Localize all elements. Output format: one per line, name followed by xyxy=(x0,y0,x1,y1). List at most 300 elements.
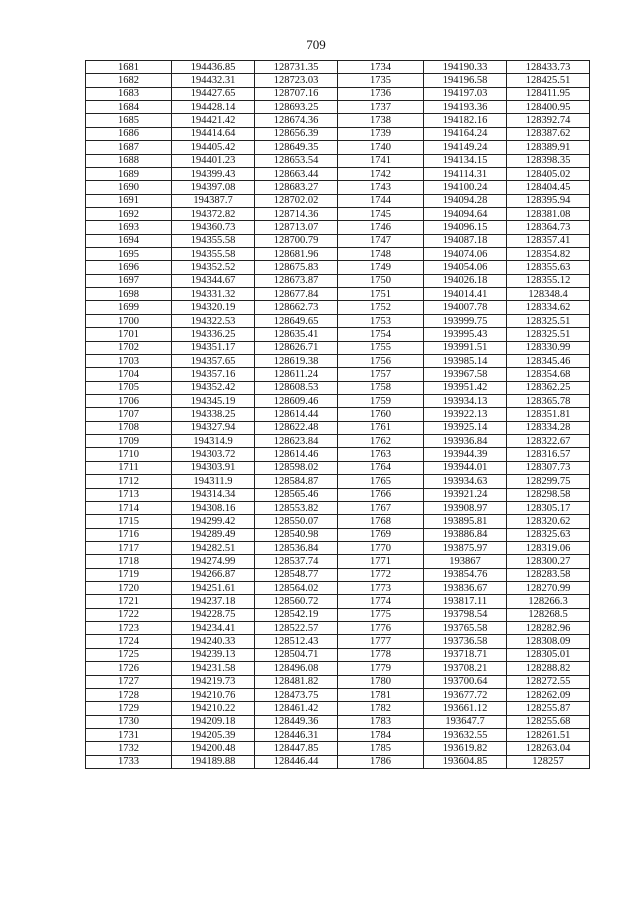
y-coordinate-cell: 128320.62 xyxy=(507,515,590,528)
x-coordinate-cell: 194239.13 xyxy=(172,648,255,661)
table-row xyxy=(86,568,590,581)
point-number-cell: 1777 xyxy=(338,635,424,648)
x-coordinate-cell: 193925.14 xyxy=(424,421,507,434)
x-coordinate-cell: 193995.43 xyxy=(424,328,507,341)
y-coordinate-cell: 128272.55 xyxy=(507,675,590,688)
x-coordinate-cell: 193922.13 xyxy=(424,408,507,421)
table-row xyxy=(86,181,590,194)
y-coordinate-cell: 128522.57 xyxy=(255,622,338,635)
point-number-cell: 1771 xyxy=(338,555,424,568)
table-row xyxy=(86,675,590,688)
x-coordinate-cell: 194387.7 xyxy=(172,194,255,207)
x-coordinate-cell: 193991.51 xyxy=(424,341,507,354)
point-number-cell: 1718 xyxy=(86,555,172,568)
point-number-cell: 1753 xyxy=(338,314,424,327)
point-number-cell: 1717 xyxy=(86,541,172,554)
y-coordinate-cell: 128681.96 xyxy=(255,248,338,261)
x-coordinate-cell: 194352.42 xyxy=(172,381,255,394)
x-coordinate-cell: 194299.42 xyxy=(172,515,255,528)
table-row xyxy=(86,341,590,354)
point-number-cell: 1692 xyxy=(86,207,172,220)
point-number-cell: 1701 xyxy=(86,328,172,341)
table-row xyxy=(86,154,590,167)
table-row xyxy=(86,555,590,568)
y-coordinate-cell: 128257 xyxy=(507,755,590,768)
y-coordinate-cell: 128662.73 xyxy=(255,301,338,314)
y-coordinate-cell: 128395.94 xyxy=(507,194,590,207)
x-coordinate-cell: 194427.65 xyxy=(172,87,255,100)
y-coordinate-cell: 128425.51 xyxy=(507,74,590,87)
point-number-cell: 1752 xyxy=(338,301,424,314)
x-coordinate-cell: 194007.78 xyxy=(424,301,507,314)
y-coordinate-cell: 128400.95 xyxy=(507,101,590,114)
point-number-cell: 1687 xyxy=(86,141,172,154)
x-coordinate-cell: 194289.49 xyxy=(172,528,255,541)
point-number-cell: 1769 xyxy=(338,528,424,541)
y-coordinate-cell: 128261.51 xyxy=(507,728,590,741)
x-coordinate-cell: 194338.25 xyxy=(172,408,255,421)
y-coordinate-cell: 128614.44 xyxy=(255,408,338,421)
y-coordinate-cell: 128268.5 xyxy=(507,608,590,621)
point-number-cell: 1695 xyxy=(86,248,172,261)
point-number-cell: 1761 xyxy=(338,421,424,434)
y-coordinate-cell: 128255.68 xyxy=(507,715,590,728)
x-coordinate-cell: 194096.15 xyxy=(424,221,507,234)
y-coordinate-cell: 128653.54 xyxy=(255,154,338,167)
y-coordinate-cell: 128354.82 xyxy=(507,248,590,261)
y-coordinate-cell: 128357.41 xyxy=(507,234,590,247)
x-coordinate-cell: 194219.73 xyxy=(172,675,255,688)
x-coordinate-cell: 194234.41 xyxy=(172,622,255,635)
y-coordinate-cell: 128282.96 xyxy=(507,622,590,635)
y-coordinate-cell: 128614.46 xyxy=(255,448,338,461)
y-coordinate-cell: 128473.75 xyxy=(255,688,338,701)
y-coordinate-cell: 128283.58 xyxy=(507,568,590,581)
point-number-cell: 1742 xyxy=(338,167,424,180)
point-number-cell: 1774 xyxy=(338,595,424,608)
x-coordinate-cell: 194355.58 xyxy=(172,248,255,261)
point-number-cell: 1697 xyxy=(86,274,172,287)
coordinates-table xyxy=(85,60,590,769)
y-coordinate-cell: 128330.99 xyxy=(507,341,590,354)
x-coordinate-cell: 194197.03 xyxy=(424,87,507,100)
point-number-cell: 1741 xyxy=(338,154,424,167)
point-number-cell: 1763 xyxy=(338,448,424,461)
y-coordinate-cell: 128334.28 xyxy=(507,421,590,434)
point-number-cell: 1705 xyxy=(86,381,172,394)
x-coordinate-cell: 193934.13 xyxy=(424,394,507,407)
table-row xyxy=(86,461,590,474)
y-coordinate-cell: 128355.63 xyxy=(507,261,590,274)
table-row xyxy=(86,475,590,488)
table-row xyxy=(86,622,590,635)
point-number-cell: 1778 xyxy=(338,648,424,661)
x-coordinate-cell: 193985.14 xyxy=(424,354,507,367)
x-coordinate-cell: 193951.42 xyxy=(424,381,507,394)
point-number-cell: 1734 xyxy=(338,61,424,74)
table-row xyxy=(86,501,590,514)
point-number-cell: 1704 xyxy=(86,368,172,381)
y-coordinate-cell: 128316.57 xyxy=(507,448,590,461)
y-coordinate-cell: 128622.48 xyxy=(255,421,338,434)
point-number-cell: 1683 xyxy=(86,87,172,100)
point-number-cell: 1783 xyxy=(338,715,424,728)
y-coordinate-cell: 128288.82 xyxy=(507,662,590,675)
y-coordinate-cell: 128392.74 xyxy=(507,114,590,127)
table-row xyxy=(86,74,590,87)
point-number-cell: 1713 xyxy=(86,488,172,501)
y-coordinate-cell: 128319.06 xyxy=(507,541,590,554)
table-row xyxy=(86,408,590,421)
table-row xyxy=(86,301,590,314)
x-coordinate-cell: 194134.15 xyxy=(424,154,507,167)
x-coordinate-cell: 194314.9 xyxy=(172,435,255,448)
x-coordinate-cell: 194414.64 xyxy=(172,127,255,140)
point-number-cell: 1707 xyxy=(86,408,172,421)
y-coordinate-cell: 128307.73 xyxy=(507,461,590,474)
x-coordinate-cell: 194331.32 xyxy=(172,288,255,301)
point-number-cell: 1706 xyxy=(86,394,172,407)
point-number-cell: 1744 xyxy=(338,194,424,207)
y-coordinate-cell: 128411.95 xyxy=(507,87,590,100)
x-coordinate-cell: 194074.06 xyxy=(424,248,507,261)
point-number-cell: 1745 xyxy=(338,207,424,220)
point-number-cell: 1779 xyxy=(338,662,424,675)
y-coordinate-cell: 128263.04 xyxy=(507,742,590,755)
point-number-cell: 1768 xyxy=(338,515,424,528)
y-coordinate-cell: 128723.03 xyxy=(255,74,338,87)
x-coordinate-cell: 194237.18 xyxy=(172,595,255,608)
x-coordinate-cell: 193619.82 xyxy=(424,742,507,755)
y-coordinate-cell: 128608.53 xyxy=(255,381,338,394)
y-coordinate-cell: 128675.83 xyxy=(255,261,338,274)
x-coordinate-cell: 193895.81 xyxy=(424,515,507,528)
x-coordinate-cell: 193999.75 xyxy=(424,314,507,327)
y-coordinate-cell: 128364.73 xyxy=(507,221,590,234)
y-coordinate-cell: 128270.99 xyxy=(507,582,590,595)
table-row xyxy=(86,167,590,180)
y-coordinate-cell: 128609.46 xyxy=(255,394,338,407)
point-number-cell: 1703 xyxy=(86,354,172,367)
table-row xyxy=(86,368,590,381)
x-coordinate-cell: 193867 xyxy=(424,555,507,568)
y-coordinate-cell: 128398.35 xyxy=(507,154,590,167)
x-coordinate-cell: 194164.24 xyxy=(424,127,507,140)
point-number-cell: 1731 xyxy=(86,728,172,741)
point-number-cell: 1756 xyxy=(338,354,424,367)
x-coordinate-cell: 194209.18 xyxy=(172,715,255,728)
table-row xyxy=(86,261,590,274)
x-coordinate-cell: 193708.21 xyxy=(424,662,507,675)
point-number-cell: 1699 xyxy=(86,301,172,314)
point-number-cell: 1720 xyxy=(86,582,172,595)
table-row xyxy=(86,381,590,394)
x-coordinate-cell: 194100.24 xyxy=(424,181,507,194)
x-coordinate-cell: 194314.34 xyxy=(172,488,255,501)
point-number-cell: 1735 xyxy=(338,74,424,87)
point-number-cell: 1700 xyxy=(86,314,172,327)
x-coordinate-cell: 194196.58 xyxy=(424,74,507,87)
y-coordinate-cell: 128322.67 xyxy=(507,435,590,448)
x-coordinate-cell: 193632.55 xyxy=(424,728,507,741)
point-number-cell: 1772 xyxy=(338,568,424,581)
point-number-cell: 1765 xyxy=(338,475,424,488)
table-row xyxy=(86,688,590,701)
point-number-cell: 1757 xyxy=(338,368,424,381)
table-row xyxy=(86,728,590,741)
point-number-cell: 1727 xyxy=(86,675,172,688)
x-coordinate-cell: 194320.19 xyxy=(172,301,255,314)
y-coordinate-cell: 128611.24 xyxy=(255,368,338,381)
y-coordinate-cell: 128564.02 xyxy=(255,582,338,595)
y-coordinate-cell: 128305.17 xyxy=(507,501,590,514)
page-number: 709 xyxy=(306,37,326,52)
point-number-cell: 1712 xyxy=(86,475,172,488)
point-number-cell: 1780 xyxy=(338,675,424,688)
point-number-cell: 1684 xyxy=(86,101,172,114)
y-coordinate-cell: 128334.62 xyxy=(507,301,590,314)
point-number-cell: 1721 xyxy=(86,595,172,608)
point-number-cell: 1711 xyxy=(86,461,172,474)
y-coordinate-cell: 128540.98 xyxy=(255,528,338,541)
y-coordinate-cell: 128504.71 xyxy=(255,648,338,661)
x-coordinate-cell: 194282.51 xyxy=(172,541,255,554)
point-number-cell: 1730 xyxy=(86,715,172,728)
x-coordinate-cell: 194432.31 xyxy=(172,74,255,87)
x-coordinate-cell: 194193.36 xyxy=(424,101,507,114)
table-row xyxy=(86,207,590,220)
x-coordinate-cell: 193944.39 xyxy=(424,448,507,461)
x-coordinate-cell: 193765.58 xyxy=(424,622,507,635)
x-coordinate-cell: 193677.72 xyxy=(424,688,507,701)
y-coordinate-cell: 128707.16 xyxy=(255,87,338,100)
point-number-cell: 1762 xyxy=(338,435,424,448)
x-coordinate-cell: 193604.85 xyxy=(424,755,507,768)
y-coordinate-cell: 128298.58 xyxy=(507,488,590,501)
table-row xyxy=(86,194,590,207)
point-number-cell: 1686 xyxy=(86,127,172,140)
point-number-cell: 1725 xyxy=(86,648,172,661)
table-row xyxy=(86,61,590,74)
point-number-cell: 1759 xyxy=(338,394,424,407)
x-coordinate-cell: 193886.84 xyxy=(424,528,507,541)
table-row xyxy=(86,101,590,114)
table-row xyxy=(86,582,590,595)
x-coordinate-cell: 194401.23 xyxy=(172,154,255,167)
x-coordinate-cell: 193661.12 xyxy=(424,702,507,715)
point-number-cell: 1714 xyxy=(86,501,172,514)
y-coordinate-cell: 128693.25 xyxy=(255,101,338,114)
y-coordinate-cell: 128677.84 xyxy=(255,288,338,301)
y-coordinate-cell: 128325.63 xyxy=(507,528,590,541)
point-number-cell: 1736 xyxy=(338,87,424,100)
y-coordinate-cell: 128663.44 xyxy=(255,167,338,180)
y-coordinate-cell: 128404.45 xyxy=(507,181,590,194)
table-row xyxy=(86,528,590,541)
point-number-cell: 1726 xyxy=(86,662,172,675)
coordinates-table-body xyxy=(86,61,590,769)
point-number-cell: 1728 xyxy=(86,688,172,701)
point-number-cell: 1719 xyxy=(86,568,172,581)
table-row xyxy=(86,435,590,448)
y-coordinate-cell: 128389.91 xyxy=(507,141,590,154)
point-number-cell: 1716 xyxy=(86,528,172,541)
x-coordinate-cell: 193700.64 xyxy=(424,675,507,688)
x-coordinate-cell: 193736.58 xyxy=(424,635,507,648)
point-number-cell: 1786 xyxy=(338,755,424,768)
point-number-cell: 1766 xyxy=(338,488,424,501)
point-number-cell: 1782 xyxy=(338,702,424,715)
x-coordinate-cell: 193836.67 xyxy=(424,582,507,595)
x-coordinate-cell: 194251.61 xyxy=(172,582,255,595)
y-coordinate-cell: 128300.27 xyxy=(507,555,590,568)
x-coordinate-cell: 194210.22 xyxy=(172,702,255,715)
point-number-cell: 1733 xyxy=(86,755,172,768)
x-coordinate-cell: 194311.9 xyxy=(172,475,255,488)
point-number-cell: 1732 xyxy=(86,742,172,755)
point-number-cell: 1685 xyxy=(86,114,172,127)
y-coordinate-cell: 128351.81 xyxy=(507,408,590,421)
point-number-cell: 1751 xyxy=(338,288,424,301)
point-number-cell: 1755 xyxy=(338,341,424,354)
point-number-cell: 1775 xyxy=(338,608,424,621)
table-row xyxy=(86,662,590,675)
y-coordinate-cell: 128560.72 xyxy=(255,595,338,608)
x-coordinate-cell: 194336.25 xyxy=(172,328,255,341)
x-coordinate-cell: 194026.18 xyxy=(424,274,507,287)
x-coordinate-cell: 194360.73 xyxy=(172,221,255,234)
y-coordinate-cell: 128305.01 xyxy=(507,648,590,661)
y-coordinate-cell: 128308.09 xyxy=(507,635,590,648)
table-row xyxy=(86,328,590,341)
table-row xyxy=(86,248,590,261)
y-coordinate-cell: 128673.87 xyxy=(255,274,338,287)
y-coordinate-cell: 128713.07 xyxy=(255,221,338,234)
point-number-cell: 1758 xyxy=(338,381,424,394)
point-number-cell: 1764 xyxy=(338,461,424,474)
table-row xyxy=(86,608,590,621)
x-coordinate-cell: 193854.76 xyxy=(424,568,507,581)
y-coordinate-cell: 128255.87 xyxy=(507,702,590,715)
y-coordinate-cell: 128714.36 xyxy=(255,207,338,220)
point-number-cell: 1693 xyxy=(86,221,172,234)
y-coordinate-cell: 128700.79 xyxy=(255,234,338,247)
point-number-cell: 1747 xyxy=(338,234,424,247)
x-coordinate-cell: 194352.52 xyxy=(172,261,255,274)
x-coordinate-cell: 194210.76 xyxy=(172,688,255,701)
y-coordinate-cell: 128325.51 xyxy=(507,314,590,327)
x-coordinate-cell: 194397.08 xyxy=(172,181,255,194)
point-number-cell: 1754 xyxy=(338,328,424,341)
table-row xyxy=(86,702,590,715)
point-number-cell: 1743 xyxy=(338,181,424,194)
point-number-cell: 1696 xyxy=(86,261,172,274)
x-coordinate-cell: 194054.06 xyxy=(424,261,507,274)
point-number-cell: 1708 xyxy=(86,421,172,434)
y-coordinate-cell: 128553.82 xyxy=(255,501,338,514)
y-coordinate-cell: 128262.09 xyxy=(507,688,590,701)
y-coordinate-cell: 128512.43 xyxy=(255,635,338,648)
x-coordinate-cell: 194087.18 xyxy=(424,234,507,247)
table-row xyxy=(86,755,590,768)
table-row xyxy=(86,221,590,234)
table-row xyxy=(86,541,590,554)
point-number-cell: 1773 xyxy=(338,582,424,595)
x-coordinate-cell: 194351.17 xyxy=(172,341,255,354)
table-row xyxy=(86,234,590,247)
point-number-cell: 1767 xyxy=(338,501,424,514)
y-coordinate-cell: 128731.35 xyxy=(255,61,338,74)
point-number-cell: 1785 xyxy=(338,742,424,755)
x-coordinate-cell: 193718.71 xyxy=(424,648,507,661)
x-coordinate-cell: 193936.84 xyxy=(424,435,507,448)
y-coordinate-cell: 128649.65 xyxy=(255,314,338,327)
y-coordinate-cell: 128362.25 xyxy=(507,381,590,394)
x-coordinate-cell: 193798.54 xyxy=(424,608,507,621)
y-coordinate-cell: 128345.46 xyxy=(507,354,590,367)
point-number-cell: 1740 xyxy=(338,141,424,154)
point-number-cell: 1682 xyxy=(86,74,172,87)
x-coordinate-cell: 194303.72 xyxy=(172,448,255,461)
y-coordinate-cell: 128354.68 xyxy=(507,368,590,381)
x-coordinate-cell: 194357.16 xyxy=(172,368,255,381)
x-coordinate-cell: 193875.97 xyxy=(424,541,507,554)
x-coordinate-cell: 193967.58 xyxy=(424,368,507,381)
y-coordinate-cell: 128447.85 xyxy=(255,742,338,755)
x-coordinate-cell: 194189.88 xyxy=(172,755,255,768)
y-coordinate-cell: 128598.02 xyxy=(255,461,338,474)
y-coordinate-cell: 128325.51 xyxy=(507,328,590,341)
point-number-cell: 1681 xyxy=(86,61,172,74)
point-number-cell: 1690 xyxy=(86,181,172,194)
point-number-cell: 1691 xyxy=(86,194,172,207)
x-coordinate-cell: 193908.97 xyxy=(424,501,507,514)
table-row xyxy=(86,141,590,154)
table-row xyxy=(86,715,590,728)
y-coordinate-cell: 128537.74 xyxy=(255,555,338,568)
y-coordinate-cell: 128299.75 xyxy=(507,475,590,488)
x-coordinate-cell: 194200.48 xyxy=(172,742,255,755)
y-coordinate-cell: 128496.08 xyxy=(255,662,338,675)
x-coordinate-cell: 194182.16 xyxy=(424,114,507,127)
point-number-cell: 1748 xyxy=(338,248,424,261)
table-row xyxy=(86,274,590,287)
y-coordinate-cell: 128365.78 xyxy=(507,394,590,407)
table-row xyxy=(86,354,590,367)
y-coordinate-cell: 128542.19 xyxy=(255,608,338,621)
x-coordinate-cell: 194344.67 xyxy=(172,274,255,287)
y-coordinate-cell: 128348.4 xyxy=(507,288,590,301)
x-coordinate-cell: 194014.41 xyxy=(424,288,507,301)
point-number-cell: 1729 xyxy=(86,702,172,715)
point-number-cell: 1710 xyxy=(86,448,172,461)
point-number-cell: 1738 xyxy=(338,114,424,127)
x-coordinate-cell: 194399.43 xyxy=(172,167,255,180)
point-number-cell: 1737 xyxy=(338,101,424,114)
y-coordinate-cell: 128548.77 xyxy=(255,568,338,581)
x-coordinate-cell: 194231.58 xyxy=(172,662,255,675)
y-coordinate-cell: 128381.08 xyxy=(507,207,590,220)
y-coordinate-cell: 128635.41 xyxy=(255,328,338,341)
x-coordinate-cell: 194303.91 xyxy=(172,461,255,474)
x-coordinate-cell: 194345.19 xyxy=(172,394,255,407)
x-coordinate-cell: 194322.53 xyxy=(172,314,255,327)
x-coordinate-cell: 194228.75 xyxy=(172,608,255,621)
point-number-cell: 1781 xyxy=(338,688,424,701)
x-coordinate-cell: 194421.42 xyxy=(172,114,255,127)
table-row xyxy=(86,488,590,501)
point-number-cell: 1715 xyxy=(86,515,172,528)
